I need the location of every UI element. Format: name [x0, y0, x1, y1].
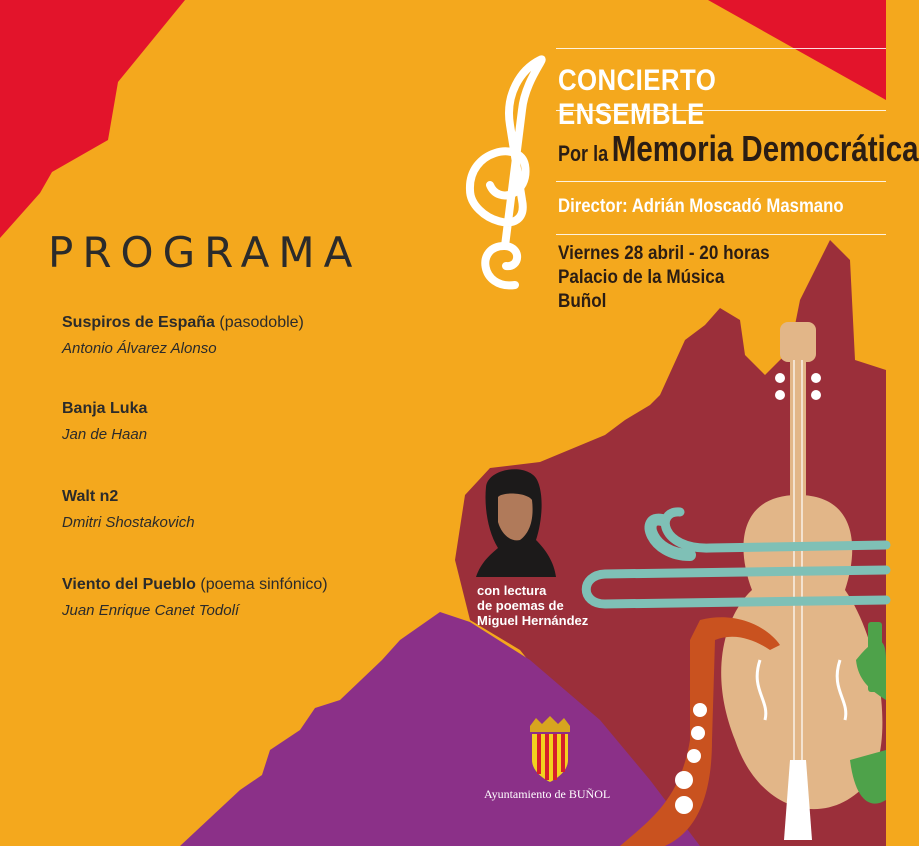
piece-title: Viento del Pueblo [62, 576, 196, 593]
piece-title: Banja Luka [62, 400, 148, 417]
program-item [62, 314, 304, 357]
event-venue: Palacio de la Música [558, 267, 725, 288]
piece-composer: Juan Enrique Canet Todolí [62, 602, 240, 619]
subtitle-main: Memoria Democrática [611, 128, 919, 169]
programa-heading: PROGRAMA [48, 228, 362, 277]
piece-note: (poema sinfónico) [195, 576, 328, 593]
header-rule [556, 181, 886, 182]
piece-title: Walt n2 [62, 488, 119, 505]
reading-line: con lectura [477, 583, 547, 598]
event-town: Buñol [558, 291, 607, 312]
program-item [62, 488, 195, 531]
concert-subtitle [558, 128, 919, 170]
reading-line: de poemas de [477, 598, 564, 613]
portrait-illustration [476, 462, 556, 577]
event-date: Viernes 28 abril - 20 horas [558, 243, 770, 264]
red-shape-left [0, 0, 185, 238]
header-rule [556, 234, 886, 235]
header-rule [556, 48, 886, 49]
director-line: Director: Adrián Moscadó Masmano [558, 196, 844, 217]
program-item [62, 400, 147, 443]
subtitle-prefix: Por la [558, 141, 609, 166]
piece-composer: Antonio Álvarez Alonso [62, 340, 217, 357]
sponsor-label: Ayuntamiento de BUÑOL [484, 787, 611, 801]
treble-clef-icon [470, 59, 542, 285]
piece-note: (pasodoble) [214, 314, 304, 331]
concert-title: CONCIERTO ENSEMBLE [558, 64, 717, 131]
piece-title: Suspiros de España [62, 314, 215, 331]
event-details [558, 242, 770, 314]
reading-poet: Miguel Hernández [477, 613, 589, 628]
reading-caption [477, 583, 588, 628]
program-item [62, 576, 328, 619]
piece-composer: Dmitri Shostakovich [62, 514, 195, 531]
piece-composer: Jan de Haan [62, 426, 148, 443]
coat-of-arms-icon [526, 716, 574, 782]
